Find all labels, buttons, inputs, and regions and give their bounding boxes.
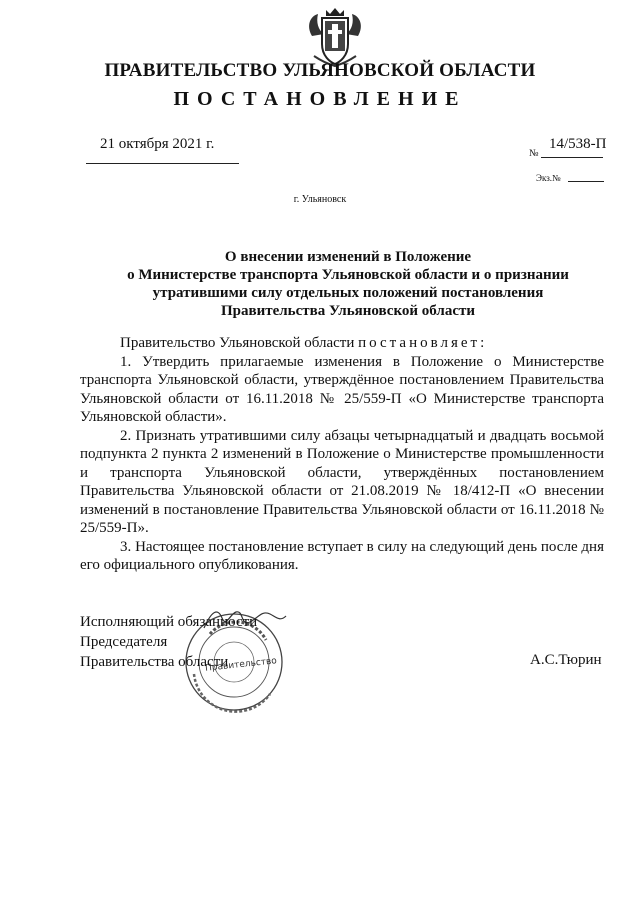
position-line: Правительства области — [80, 654, 229, 670]
signer-name: А.С.Тюрин — [530, 652, 602, 668]
copy-label: Экз.№ — [536, 173, 561, 183]
document-heading — [80, 248, 616, 320]
intro-paragraph — [80, 334, 604, 353]
copy-underline — [568, 181, 604, 182]
position-line: Исполняющий обязанности — [80, 614, 258, 630]
intro-lead: Правительство Ульяновской области — [120, 335, 355, 351]
signatory-position — [80, 612, 257, 672]
coat-of-arms-icon — [304, 6, 366, 68]
document-number: 14/538-П — [549, 136, 607, 152]
paragraph-2: 2. Признать утратившими силу абзацы четырнадцатый и двадцать восьмой подпункта 2 пункта 2 изменений в Положение о Министерстве промышленности и транспорта Ульяновской области, утверждённых постановлением Правительства Ульяновской области от 21.08.2019 № 18/412-П «О внесении изменений в постановление Правительства Ульяновской области от 16.11.2018 № 25/559-П». — [80, 427, 604, 536]
government-title: ПРАВИТЕЛЬСТВО УЛЬЯНОВСКОЙ ОБЛАСТИ — [104, 60, 536, 81]
paragraph-1: 1. Утвердить прилагаемые изменения в Положение о Министерстве транспорта Ульяновской области, утверждённое постановлением Правительства Ульяновской области от 16.11.2018 № 25/559-П «О Министерстве транспорта Ульяновской области». — [80, 353, 604, 425]
number-underline — [541, 157, 603, 158]
number-sign: № — [529, 148, 539, 159]
document-type-title: ПОСТАНОВЛЕНИЕ — [173, 88, 467, 110]
position-line: Председателя — [80, 634, 168, 650]
intro-verb: постановляет: — [358, 335, 488, 351]
stamp-caption: Правительство — [204, 656, 278, 674]
paragraph-3: 3. Настоящее постановление вступает в силу на следующий день после дня его официального опубликования. — [80, 538, 604, 573]
document-date: 21 октября 2021 г. — [100, 136, 215, 152]
heading-line: Правительства Ульяновской области — [220, 303, 476, 319]
date-underline — [86, 163, 239, 164]
heading-line: о Министерстве транспорта Ульяновской области и о признании — [127, 267, 569, 283]
document-body — [80, 334, 604, 575]
heading-line: утратившими силу отдельных положений постановления — [152, 285, 544, 301]
city-label: г. Ульяновск — [293, 194, 347, 205]
heading-line: О внесении изменений в Положение — [224, 249, 472, 265]
